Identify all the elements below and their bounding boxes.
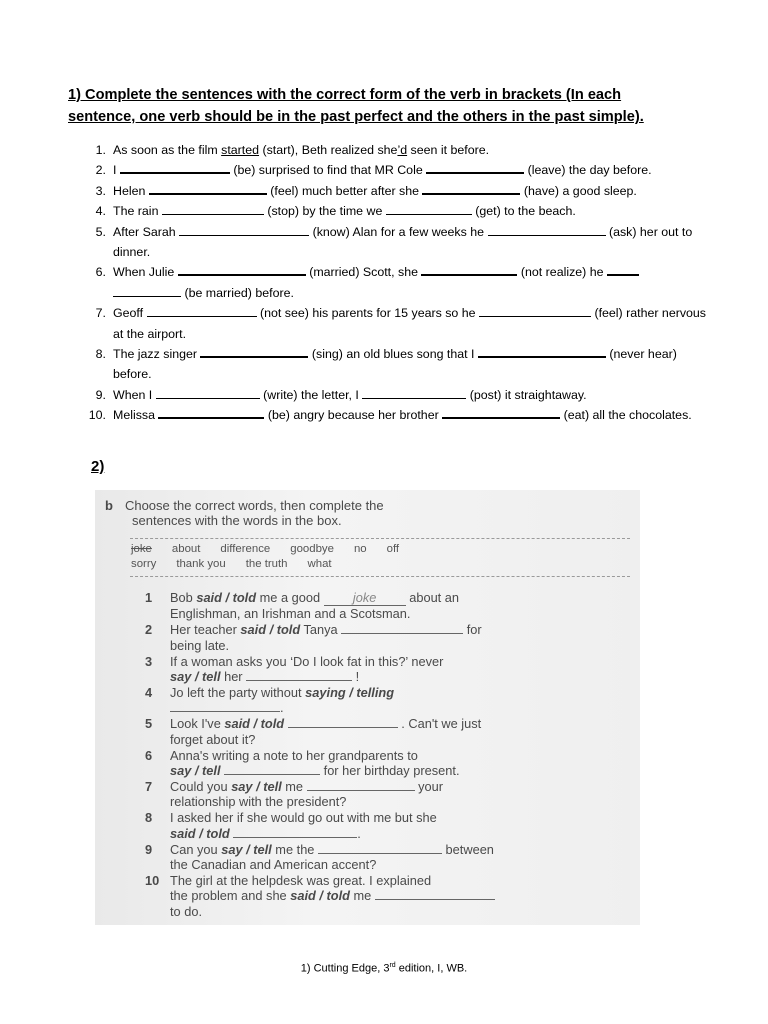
answer-blank[interactable] bbox=[162, 203, 264, 215]
scanned-exercise bbox=[95, 490, 640, 925]
answer-blank[interactable] bbox=[478, 345, 606, 358]
answer-blank[interactable] bbox=[158, 406, 264, 419]
answer-blank[interactable] bbox=[156, 387, 260, 399]
answer-blank[interactable] bbox=[386, 203, 472, 215]
list-item: 6. When Julie (married) Scott, she (not realize) he (be married) before. bbox=[74, 262, 714, 303]
exercise-1-list bbox=[74, 140, 714, 426]
answer-blank[interactable] bbox=[200, 345, 308, 358]
list-item: 8 I asked her if she would go out with me but she said / told . bbox=[145, 810, 437, 841]
exercise-b-instructions: b Choose the correct words, then complete the sentences with the words in the box. bbox=[105, 498, 384, 528]
list-item: 3 If a woman asks you ‘Do I look fat in this?’ never say / tell her ! bbox=[145, 653, 444, 685]
answer-blank[interactable] bbox=[246, 670, 352, 681]
answer-blank[interactable] bbox=[120, 161, 230, 174]
exercise-1-title: 1) Complete the sentences with the correct form of the verb in brackets (In each sentence, one verb should be in the past perfect and the others in the past simple). bbox=[68, 87, 644, 125]
answer-blank[interactable] bbox=[224, 764, 320, 775]
list-item: 2 Her teacher said / told Tanya for being late. bbox=[145, 622, 482, 653]
list-item: 5 Look I've said / told . Can't we just forget about it? bbox=[145, 716, 482, 747]
answer-blank[interactable] bbox=[318, 843, 442, 854]
list-item: 4. The rain (stop) by the time we (get) to the beach. bbox=[95, 204, 576, 219]
list-item: 2. I (be) surprised to find that MR Cole (leave) the day before. bbox=[95, 163, 652, 178]
answer-blank[interactable] bbox=[147, 305, 257, 317]
list-item: 8. The jazz singer (sing) an old blues song that I (never hear) before. bbox=[95, 347, 677, 382]
answer-blank[interactable] bbox=[607, 263, 639, 276]
answer-blank[interactable]: joke bbox=[324, 590, 406, 606]
list-item: 10 The girl at the helpdesk was great. I explained the problem and she said / told me to do. bbox=[145, 873, 635, 919]
answer-blank[interactable] bbox=[421, 263, 517, 276]
answer-blank[interactable] bbox=[426, 161, 524, 174]
answer-blank[interactable] bbox=[341, 623, 463, 634]
answer-blank[interactable] bbox=[362, 387, 466, 399]
exercise-2-label: 2) bbox=[91, 458, 105, 475]
list-item: 5. After Sarah (know) Alan for a few weeks he (ask) her out to dinner. bbox=[95, 224, 693, 260]
answer-blank[interactable] bbox=[233, 827, 357, 838]
word-box-top-border bbox=[130, 538, 630, 539]
answer-blank[interactable] bbox=[442, 406, 560, 419]
list-item: 7 Could you say / tell me your relationship with the president? bbox=[145, 778, 444, 810]
list-item: 3. Helen (feel) much better after she (have) a good sleep. bbox=[95, 183, 637, 198]
list-item: 9. When I (write) the letter, I (post) it straightaway. bbox=[95, 387, 587, 402]
answer-blank[interactable] bbox=[488, 224, 606, 236]
word-box-bottom-border bbox=[130, 576, 630, 577]
list-item: 1. As soon as the film started (start), Beth realized she’d seen it before. bbox=[95, 143, 490, 157]
exercise-b-items bbox=[145, 590, 635, 920]
answer-blank[interactable] bbox=[179, 224, 309, 236]
answer-blank[interactable] bbox=[422, 182, 520, 195]
answer-blank[interactable] bbox=[178, 263, 306, 276]
word-box: joke about difference goodbye no off sorry thank you the truth what bbox=[131, 543, 400, 570]
list-item: 9 Can you say / tell me the between the Canadian and American accent? bbox=[145, 841, 494, 872]
list-item: 4 Jo left the party without saying / telling . bbox=[145, 684, 395, 716]
answer-blank[interactable] bbox=[113, 285, 181, 297]
answer-blank[interactable] bbox=[375, 889, 495, 900]
answer-blank[interactable] bbox=[170, 701, 280, 712]
source-footnote: 1) Cutting Edge, 3rd edition, I, WB. bbox=[300, 962, 468, 975]
list-item: 1 Bob said / told me a good joke about an Englishman, an Irishman and a Scotsman. bbox=[145, 590, 460, 622]
answer-blank[interactable] bbox=[307, 780, 415, 791]
answer-blank[interactable] bbox=[149, 182, 267, 195]
list-item: 7. Geoff (not see) his parents for 15 years so he (feel) rather nervous at the airport. bbox=[95, 306, 707, 341]
answer-blank[interactable] bbox=[479, 305, 591, 317]
list-item: 10. Melissa (be) angry because her brother (eat) all the chocolates. bbox=[88, 408, 692, 423]
list-item: 6 Anna's writing a note to her grandparents to say / tell for her birthday present. bbox=[145, 747, 460, 778]
answer-blank[interactable] bbox=[288, 717, 398, 728]
